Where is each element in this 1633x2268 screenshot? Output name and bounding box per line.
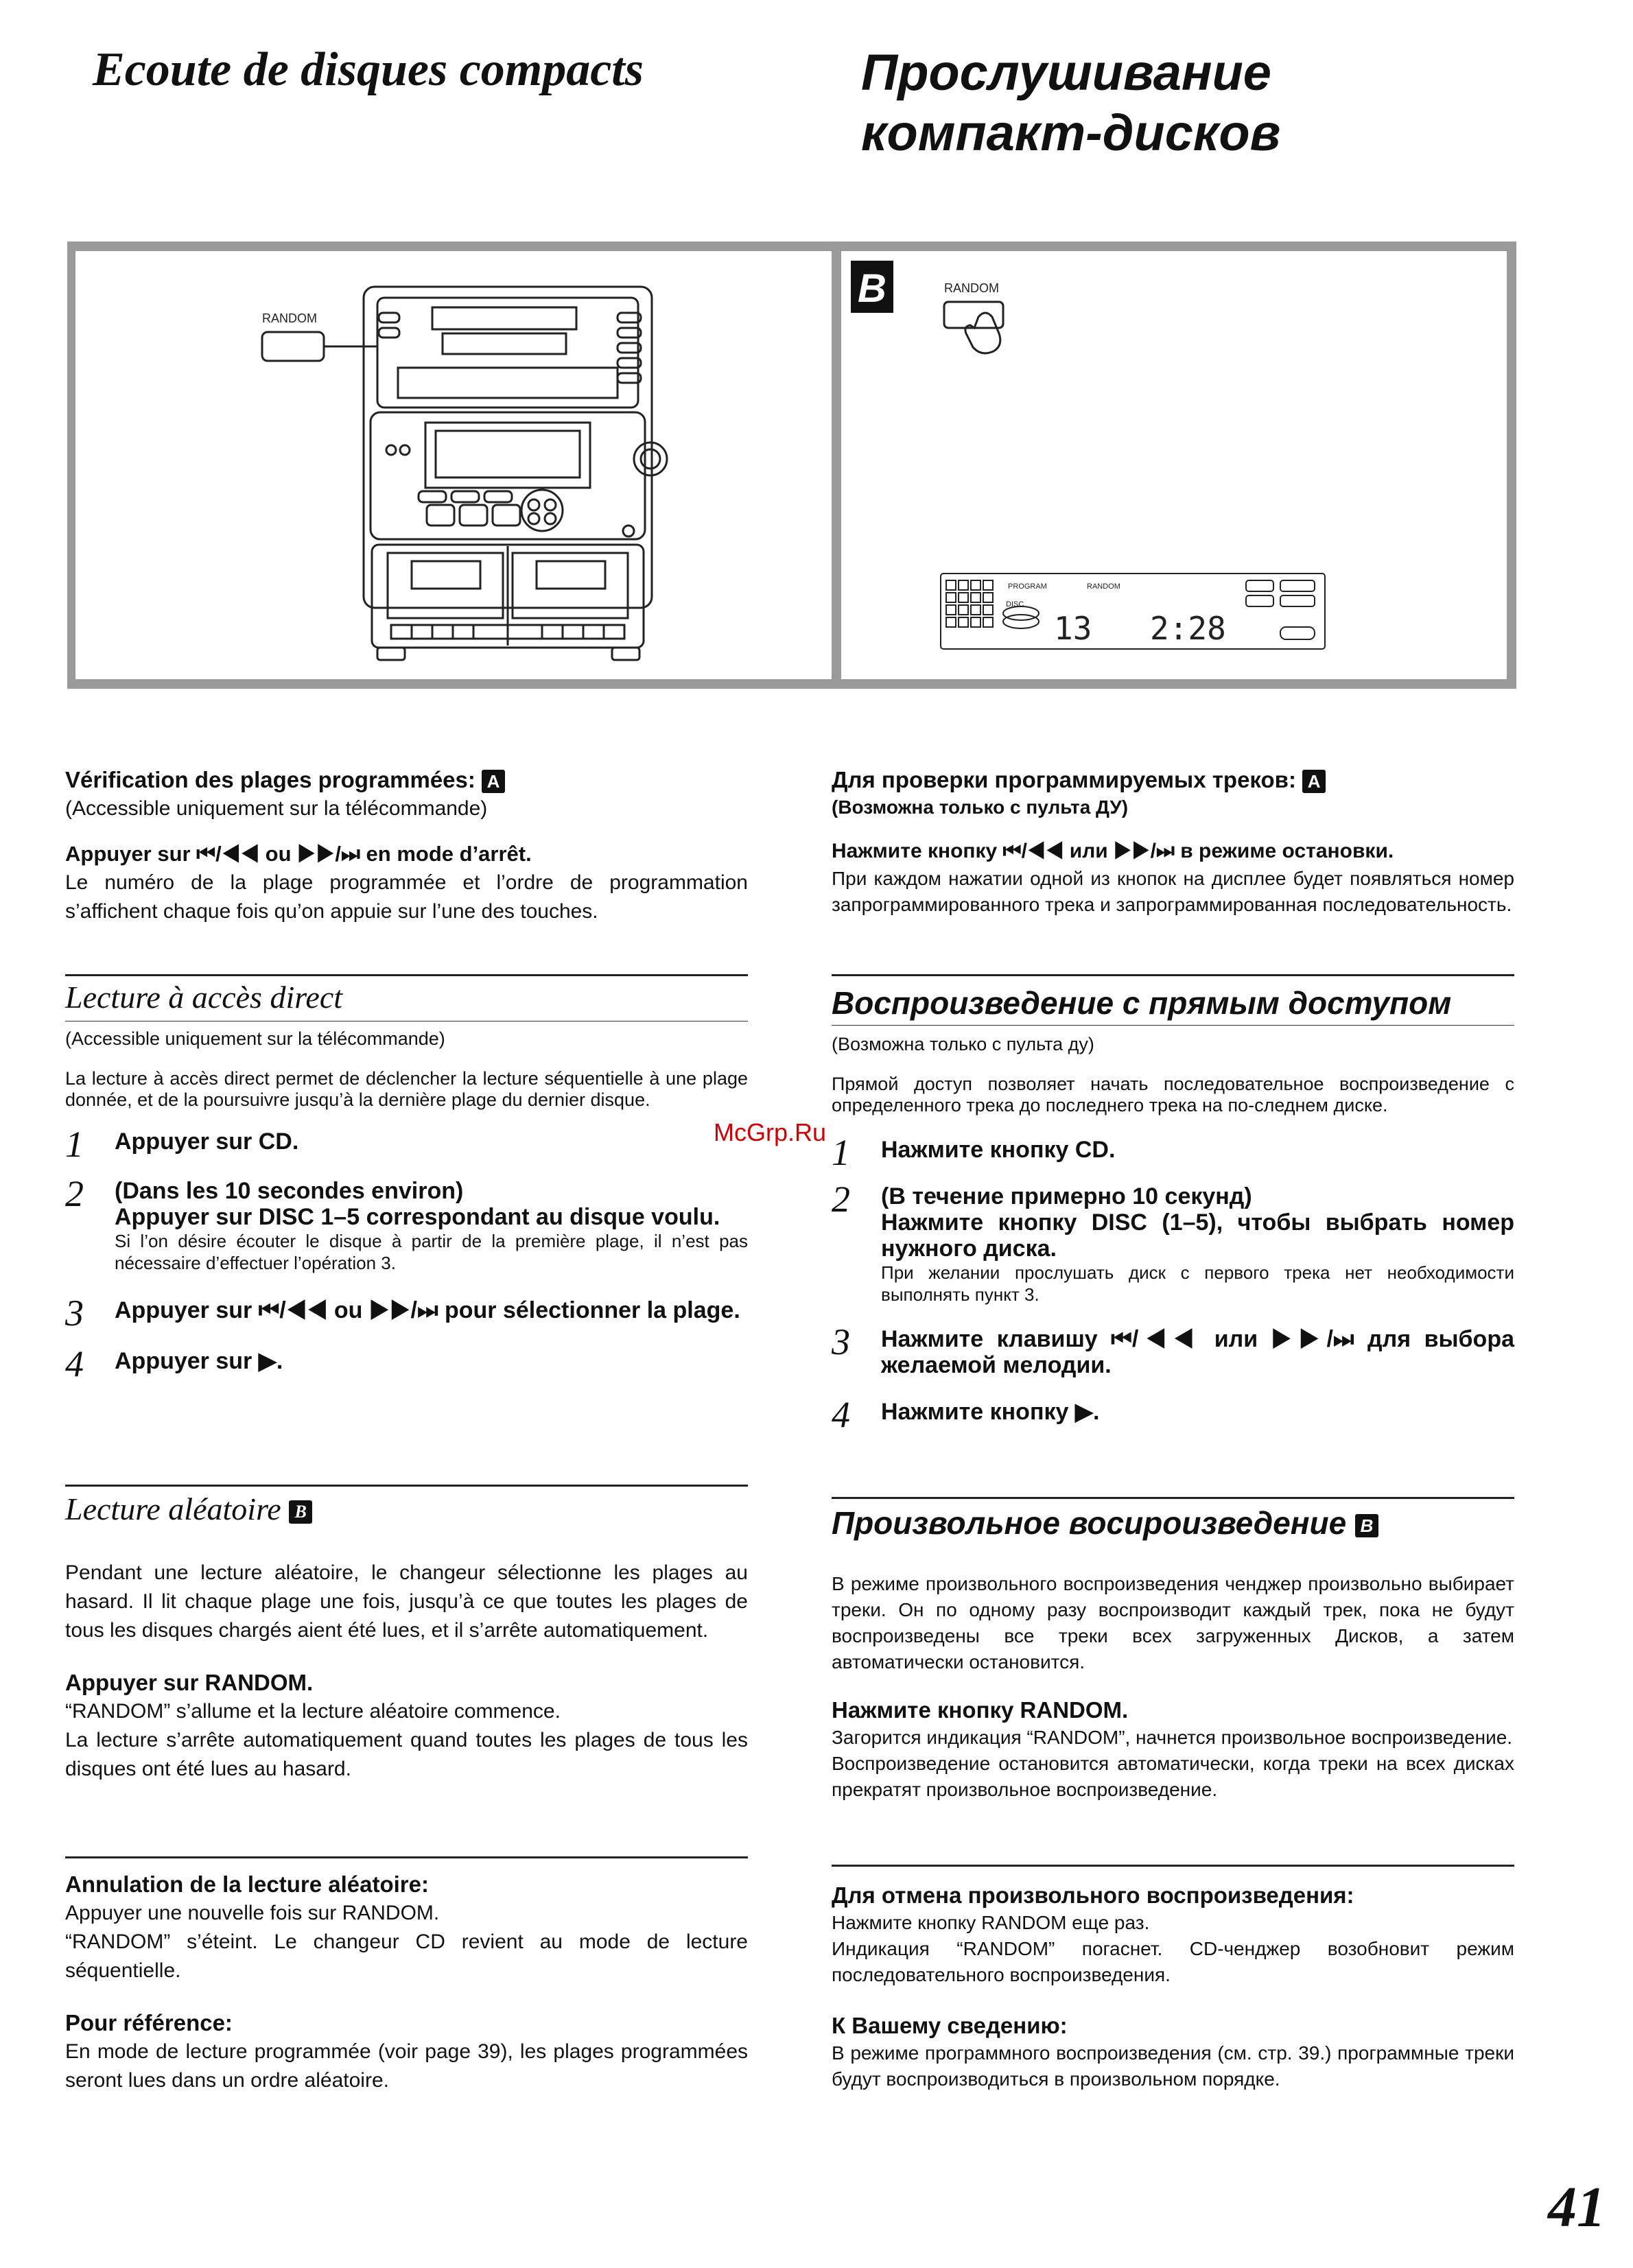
verification-section-ru	[832, 766, 1514, 918]
step-3-ru	[832, 1321, 1514, 1378]
random-label-right: RANDOM	[944, 281, 999, 295]
step-number: 4	[832, 1394, 850, 1435]
direct-access-section-ru	[832, 984, 1514, 1435]
reference-text-fr: En mode de lecture programmée (voir page 39), les plages programmées seront lues dans un ordre aléatoire.	[65, 2040, 748, 2092]
illustration-frame	[67, 241, 1516, 689]
reference-heading-fr: Pour référence:	[65, 2010, 233, 2035]
finger-pressing-icon	[944, 302, 1003, 353]
step-number: 2	[832, 1179, 850, 1220]
press-random-text2-fr: La lecture s’arrête automatiquement quand toutes les plages de tous les disques ont été lues au hasard.	[65, 1729, 748, 1780]
step-number: 1	[832, 1132, 850, 1173]
verification-text-fr: Le numéro de la plage programmée et l’ordre de programmation s’affichent chaque fois qu’on appuie sur l’une des touches.	[65, 871, 748, 923]
badge-b-fr: B	[289, 1500, 312, 1524]
step-text: Appuyer sur ▶.	[115, 1348, 283, 1374]
divider	[832, 1497, 1514, 1499]
badge-a-fr: A	[482, 770, 505, 793]
random-text-fr: Pendant une lecture aléatoire, le changeur sélectionne les plages au hasard. Il lit chaque plage une fois, jusqu’à ce que toutes les plages de tous les disques chargés aient été lues, et il s’arrête automatiquement.	[65, 1561, 748, 1642]
step-text: (Dans les 10 secondes environ)	[115, 1178, 464, 1204]
page-title-ru-line2: компакт-дисков	[861, 104, 1281, 161]
badge-b-ru: B	[1355, 1514, 1378, 1537]
cancel-text1-ru: Нажмите кнопку RANDOM еще раз.	[832, 1912, 1150, 1933]
step-number: 1	[65, 1124, 84, 1165]
step-1-ru	[832, 1132, 1514, 1173]
random-heading-ru: Произвольное восироизведение B	[832, 1504, 1514, 1542]
step-number: 2	[65, 1173, 84, 1214]
direct-access-text-ru: Прямой доступ позволяет начать последовательное воспроизведение с определенного трека до последнего трека на по-следнем диске.	[832, 1074, 1514, 1115]
step-note: Si l’on désire écouter le disque à partir de la première plage, il n’est pas nécessaire d’effectuer l’opération 3.	[115, 1231, 748, 1273]
verification-section-fr	[65, 766, 748, 926]
verification-access-ru: (Возможна только с пульта ДУ)	[832, 796, 1129, 818]
step-number: 3	[832, 1321, 850, 1362]
step-number: 4	[65, 1343, 84, 1384]
divider	[832, 974, 1514, 976]
cancel-section-fr	[65, 1870, 748, 2095]
cancel-text1-fr: Appuyer une nouvelle fois sur RANDOM.	[65, 1902, 440, 1924]
page-title-ru-line1: Прослушивание	[861, 44, 1271, 101]
display-panel-drawing	[941, 574, 1325, 649]
step-3-fr	[65, 1292, 748, 1334]
direct-access-section-fr	[65, 978, 748, 1384]
cancel-section-ru	[832, 1881, 1514, 2092]
page-title-ru	[861, 43, 1280, 163]
display-program-label: PROGRAM	[1008, 582, 1047, 591]
page-title-fr: Ecoute de disques compacts	[93, 43, 644, 96]
cancel-text2-ru: Индикация “RANDOM” погаснет. CD-ченджер возобновит режим последовательного воспроизведения.	[832, 1938, 1514, 1985]
press-random-heading-ru: Нажмите кнопку RANDOM.	[832, 1697, 1129, 1723]
step-text: Нажмите кнопку ▶.	[881, 1399, 1100, 1425]
press-random-text2-ru: Воспроизведение остановится автоматически, когда треки на всех дисках прекратят произвольное воспроизведение.	[832, 1753, 1514, 1800]
direct-access-note-ru: (Возможна только с пульта ду)	[832, 1034, 1094, 1054]
random-section-ru	[832, 1504, 1514, 1803]
step-text: Appuyer sur DISC 1–5 correspondant au disque voulu.	[115, 1204, 720, 1230]
step-text: Нажмите клавишу ⏮/◀◀ или ▶▶/⏭ для выбора желаемой мелодии.	[881, 1326, 1514, 1378]
direct-access-heading-fr: Lecture à accès direct	[65, 980, 343, 1015]
step-1-fr	[65, 1124, 748, 1165]
verification-heading-fr: Vérification des plages programmées: A	[65, 766, 748, 794]
step-4-ru	[832, 1394, 1514, 1435]
badge-a-ru: A	[1302, 770, 1326, 793]
press-random-heading-fr: Appuyer sur RANDOM.	[65, 1670, 314, 1695]
panel-b-letter: B	[858, 266, 886, 311]
random-heading-fr: Lecture aléatoire B	[65, 1490, 748, 1528]
step-number: 3	[65, 1292, 84, 1334]
display-track-number: 13	[1054, 610, 1092, 647]
divider	[65, 974, 748, 976]
step-text: Нажмите кнопку CD.	[881, 1137, 1116, 1163]
press-random-text1-ru: Загорится индикация “RANDOM”, начнется произвольное воспроизведение.	[832, 1727, 1513, 1748]
reference-text-ru: В режиме программного воспроизведения (см. стр. 39.) программные треки будут воспроизводиться в произвольном порядке.	[832, 2042, 1514, 2090]
direct-access-heading-ru: Воспроизведение с прямым доступом	[832, 985, 1452, 1021]
step-text: Appuyer sur ⏮/◀◀ ou ▶▶/⏭ pour sélectionner la plage.	[115, 1297, 740, 1323]
random-text-ru: В режиме произвольного воспроизведения ченджер произвольно выбирает треки. Он по одному разу воспроизводит каждый трек, пока не будут воспроизведены все треки всех загруженных Дисков, а затем автоматически остановится.	[832, 1573, 1514, 1673]
page-number: 41	[1548, 2175, 1606, 2239]
step-4-fr	[65, 1343, 748, 1384]
divider	[832, 1865, 1514, 1867]
step-text: Нажмите кнопку DISC (1–5), чтобы выбрать номер нужного диска.	[881, 1209, 1514, 1262]
verification-access-fr: (Accessible uniquement sur la télécommande)	[65, 797, 488, 820]
verification-instruction-ru: Нажмите кнопку ⏮/◀◀ или ▶▶/⏭ в режиме остановки.	[832, 840, 1394, 862]
direct-access-note-fr: (Accessible uniquement sur la télécommande)	[65, 1028, 445, 1049]
divider	[65, 1856, 748, 1858]
cancel-heading-fr: Annulation de la lecture aléatoire:	[65, 1871, 429, 1897]
illustration-panel-a	[75, 251, 832, 679]
random-label-left: RANDOM	[262, 311, 317, 325]
watermark: McGrp.Ru	[714, 1118, 827, 1146]
verification-instruction-fr: Appuyer sur ⏮/◀◀ ou ▶▶/⏭ en mode d’arrêt.	[65, 842, 532, 866]
cancel-text2-fr: “RANDOM” s’éteint. Le changeur CD revient au mode de lecture séquentielle.	[65, 1930, 748, 1982]
step-text: Appuyer sur CD.	[115, 1129, 299, 1155]
reference-heading-ru: К Вашему сведению:	[832, 2013, 1068, 2038]
direct-access-text-fr: La lecture à accès direct permet de déclencher la lecture séquentielle à une plage donnée, et de la poursuivre jusqu’à la dernière plage du dernier disque.	[65, 1068, 748, 1110]
cancel-heading-ru: Для отмена произвольного воспроизведения:	[832, 1882, 1354, 1908]
remote-display-drawing	[841, 251, 1507, 679]
step-note: При желании прослушать диск с первого трека нет необходимости выполнять пункт 3.	[881, 1262, 1514, 1305]
display-disc-label: DISC	[1006, 600, 1024, 609]
step-text: (В течение примерно 10 секунд)	[881, 1183, 1252, 1209]
stereo-unit-drawing	[75, 251, 832, 679]
press-random-text1-fr: “RANDOM” s’allume et la lecture aléatoire commence.	[65, 1700, 561, 1723]
step-2-ru	[832, 1179, 1514, 1306]
verification-heading-ru: Для проверки программируемых треков: A	[832, 766, 1514, 794]
display-time: 2:28	[1150, 610, 1226, 647]
divider	[65, 1485, 748, 1487]
verification-text-ru: При каждом нажатии одной из кнопок на дисплее будет появляться номер запрограммированного трека и запрограммированная последовательность.	[832, 868, 1514, 915]
illustration-panel-b	[841, 251, 1507, 679]
step-2-fr	[65, 1173, 748, 1274]
display-random-label: RANDOM	[1087, 582, 1120, 591]
random-button-shape	[262, 332, 324, 361]
random-section-fr	[65, 1490, 748, 1784]
thin-divider	[832, 1025, 1514, 1026]
